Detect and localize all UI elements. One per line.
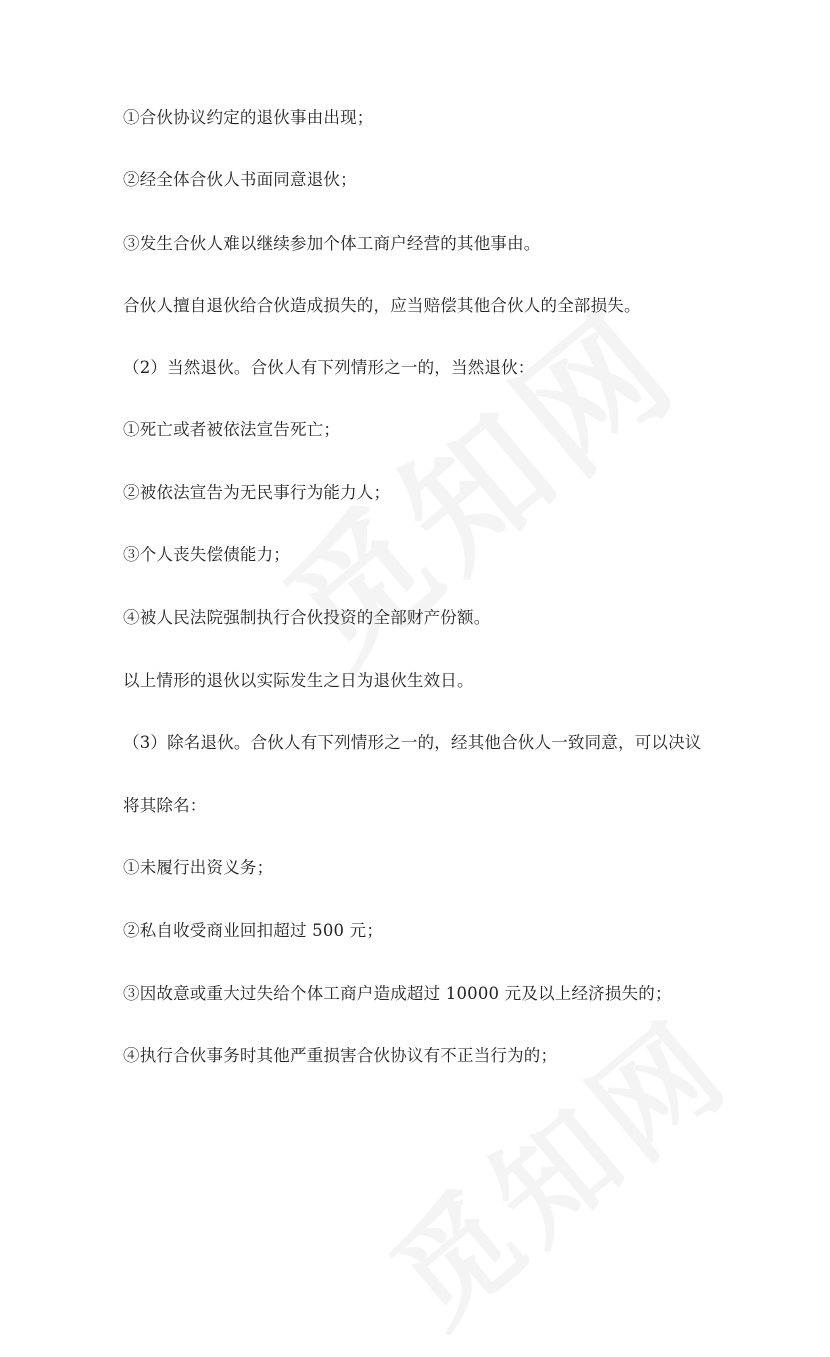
paragraph-line: ④执行合伙事务时其他严重损害合伙协议有不正当行为的； (123, 1046, 558, 1065)
paragraph-line: ③因故意或重大过失给个体工商户造成超过 10000 元及以上经济损失的； (123, 984, 672, 1003)
paragraph-line: ①合伙协议约定的退伙事由出现； (123, 108, 374, 127)
paragraph-line: （2）当然退伙。合伙人有下列情形之一的，当然退伙： (123, 358, 535, 377)
paragraph-line: 以上情形的退伙以实际发生之日为退伙生效日。 (123, 671, 474, 690)
paragraph-line: ①未履行出资义务； (123, 858, 274, 877)
paragraph-line: 合伙人擅自退伙给合伙造成损失的，应当赔偿其他合伙人的全部损失。 (123, 296, 641, 315)
paragraph-line: ④被人民法院强制执行合伙投资的全部财产份额。 (123, 608, 491, 627)
paragraph-line: （3）除名退伙。合伙人有下列情形之一的，经其他合伙人一致同意，可以决议 (123, 733, 702, 752)
watermark-bottom (350, 975, 759, 1357)
paragraph-line: ②被依法宣告为无民事行为能力人； (123, 483, 391, 502)
paragraph-line: ②经全体合伙人书面同意退伙； (123, 170, 357, 189)
paragraph-line: ②私自收受商业回扣超过 500 元； (123, 921, 384, 940)
paragraph-line: ③个人丧失偿债能力； (123, 545, 290, 564)
paragraph-line: ③发生合伙人难以继续参加个体工商户经营的其他事由。 (123, 234, 541, 253)
paragraph-line: ①死亡或者被依法宣告死亡； (123, 420, 341, 439)
paragraph-line: 将其除名： (123, 796, 207, 815)
